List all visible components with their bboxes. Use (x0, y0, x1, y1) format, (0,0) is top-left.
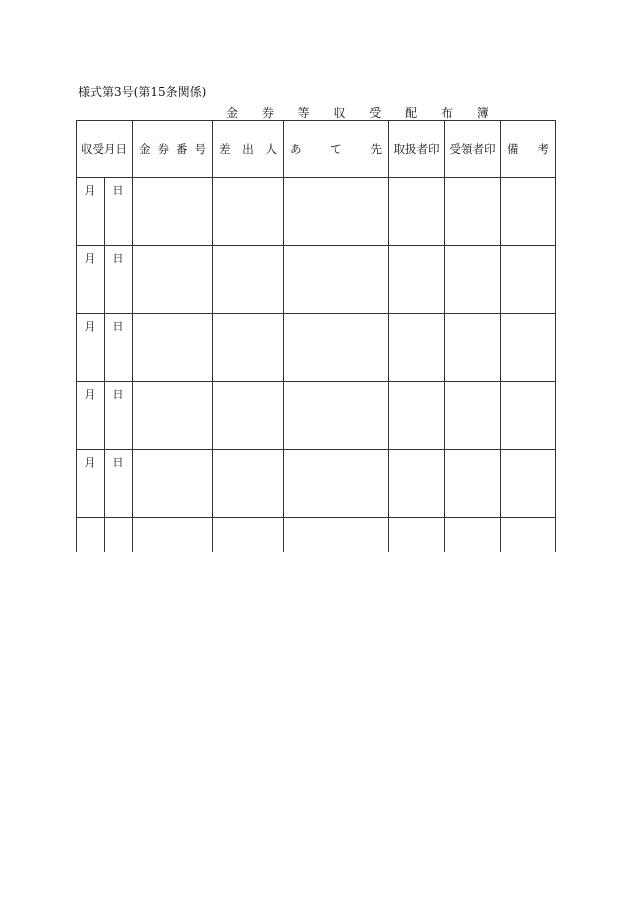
col-line-5 (444, 120, 445, 552)
row-line-2 (76, 313, 556, 314)
row-day-label: 日 (112, 184, 124, 197)
header-date (76, 120, 132, 177)
header-voucher-char: 券 (157, 141, 169, 156)
row-line-5 (76, 517, 556, 518)
col-line-7 (555, 120, 556, 552)
col-line-1 (132, 120, 133, 552)
header-remarks-char: 備 (507, 141, 519, 156)
header-sender (213, 120, 283, 177)
row-line-4 (76, 449, 556, 450)
header-destination-char: て (330, 141, 342, 156)
row-day-label: 日 (112, 388, 124, 401)
header-receiver-seal (445, 120, 500, 177)
header-sender-char: 人 (265, 141, 277, 156)
row-month-label: 月 (84, 252, 96, 265)
form-number: 様式第3号(第15条関係) (78, 85, 207, 99)
row-month-label: 月 (84, 184, 96, 197)
col-line-4 (388, 120, 389, 552)
row-line-1 (76, 245, 556, 246)
row-month-label: 月 (84, 456, 96, 469)
header-sender-char: 差 (219, 141, 231, 156)
header-destination-char: 先 (370, 141, 382, 156)
row-month-label: 月 (84, 388, 96, 401)
row-day-label: 日 (112, 456, 124, 469)
col-line-month-day (104, 177, 105, 552)
header-voucher-char: 番 (176, 141, 188, 156)
header-receiver-seal-label: 受領者印 (449, 141, 496, 156)
header-destination (284, 120, 388, 177)
header-voucher-number (133, 120, 212, 177)
header-destination-char: あ (290, 141, 302, 156)
ledger-table (76, 120, 556, 552)
row-month-label: 月 (84, 320, 96, 333)
col-line-6 (500, 120, 501, 552)
row-day-label: 日 (112, 320, 124, 333)
row-line-3 (76, 381, 556, 382)
header-handler-seal-label: 取扱者印 (393, 141, 440, 156)
header-handler-seal (389, 120, 444, 177)
header-voucher-char: 号 (194, 141, 206, 156)
header-voucher-char: 金 (139, 141, 151, 156)
col-line-3 (283, 120, 284, 552)
header-remarks-char: 考 (537, 141, 549, 156)
row-line-header (76, 177, 556, 178)
header-remarks (501, 120, 555, 177)
row-day-label: 日 (112, 252, 124, 265)
header-date-label: 収受月日 (81, 141, 127, 156)
col-line-2 (212, 120, 213, 552)
header-sender-char: 出 (242, 141, 254, 156)
document-title: 金 券 等 収 受 配 布 簿 (226, 106, 499, 120)
